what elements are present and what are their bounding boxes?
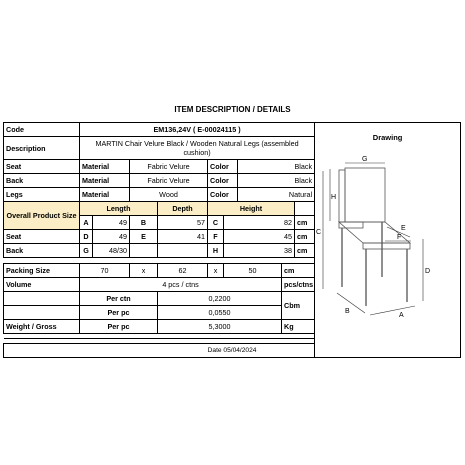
spec-table xyxy=(3,122,461,358)
chair-drawing xyxy=(315,156,461,331)
drawing-cell xyxy=(315,123,461,358)
volume-value: 4 pcs / ctns xyxy=(80,278,282,292)
per-ctn-value: 0,2200 xyxy=(158,292,282,306)
label-g: G xyxy=(362,156,368,163)
label-h: H xyxy=(331,194,337,201)
color-value: Natural xyxy=(238,188,315,202)
document-title: ITEM DESCRIPTION / DETAILS xyxy=(174,105,291,114)
code-value: EM136,24V ( E-00024115 ) xyxy=(80,123,315,137)
dim-line-b xyxy=(337,293,365,313)
chair-backrest-side xyxy=(339,170,345,222)
material-label: Material xyxy=(80,174,130,188)
dim-line-a xyxy=(370,306,415,315)
dim-value: 49 xyxy=(93,230,130,244)
dim-letter: D xyxy=(80,230,93,244)
dim-value: 38 xyxy=(224,244,295,258)
packing-length: 70 xyxy=(80,264,130,278)
color-value: Black xyxy=(238,160,315,174)
dim-value: 45 xyxy=(224,230,295,244)
color-label: Color xyxy=(208,174,238,188)
per-ctn-label: Per ctn xyxy=(80,292,158,306)
unit: cm xyxy=(295,216,315,230)
part-label: Back xyxy=(4,174,80,188)
dim-letter: F xyxy=(208,230,224,244)
chair-seat-front xyxy=(363,243,410,249)
empty-cell xyxy=(4,306,80,320)
dim-value: 82 xyxy=(224,216,295,230)
height-header: Height xyxy=(208,202,295,216)
cbm-unit: Cbm xyxy=(282,292,315,320)
packing-x: x xyxy=(208,264,224,278)
empty-cell xyxy=(158,244,208,258)
chair-backrest xyxy=(345,168,385,222)
volume-unit: pcs/ctns xyxy=(282,278,315,292)
weight-per-pc-label: Per pc xyxy=(80,320,158,334)
color-label: Color xyxy=(208,188,238,202)
dim-value: 41 xyxy=(158,230,208,244)
dim-letter: G xyxy=(80,244,93,258)
dim-value: 48/30 xyxy=(93,244,130,258)
per-pc-value: 0,0550 xyxy=(158,306,282,320)
material-value: Fabric Velure xyxy=(130,174,208,188)
color-label: Color xyxy=(208,160,238,174)
row-code xyxy=(4,123,461,137)
weight-label: Weight / Gross xyxy=(4,320,80,334)
dim-letter: C xyxy=(208,216,224,230)
part-label: Seat xyxy=(4,160,80,174)
empty-cell xyxy=(295,202,315,216)
weight-unit: Kg xyxy=(282,320,315,334)
dim-letter: A xyxy=(80,216,93,230)
material-label: Material xyxy=(80,188,130,202)
volume-label: Volume xyxy=(4,278,80,292)
label-c: C xyxy=(316,229,322,236)
label-e: E xyxy=(401,225,406,232)
empty-cell xyxy=(130,244,158,258)
packing-label: Packing Size xyxy=(4,264,80,278)
material-label: Material xyxy=(80,160,130,174)
dim-letter: H xyxy=(208,244,224,258)
weight-value: 5,3000 xyxy=(158,320,282,334)
description-value: MARTIN Chair Velure Black / Wooden Natural Legs (assembled cushion) xyxy=(80,137,315,160)
unit: cm xyxy=(295,230,315,244)
unit: cm xyxy=(295,244,315,258)
drawing-label: Drawing xyxy=(372,133,403,142)
label-f: F xyxy=(397,234,402,241)
document-date: Date 05/04/2024 xyxy=(4,344,461,358)
unit: cm xyxy=(282,264,315,278)
overall-size-label: Overall Product Size xyxy=(4,202,80,230)
packing-width: 62 xyxy=(158,264,208,278)
part-label: Legs xyxy=(4,188,80,202)
length-header: Length xyxy=(80,202,158,216)
dim-letter: E xyxy=(130,230,158,244)
code-label: Code xyxy=(4,123,80,137)
dim-value: 57 xyxy=(158,216,208,230)
material-value: Fabric Velure xyxy=(130,160,208,174)
color-value: Black xyxy=(238,174,315,188)
dim-letter: B xyxy=(130,216,158,230)
depth-header: Depth xyxy=(158,202,208,216)
per-pc-label: Per pc xyxy=(80,306,158,320)
label-d: D xyxy=(425,268,431,275)
material-value: Wood xyxy=(130,188,208,202)
label-b: B xyxy=(345,308,350,315)
packing-height: 50 xyxy=(224,264,282,278)
label-a: A xyxy=(399,312,404,319)
dim-value: 49 xyxy=(93,216,130,230)
seat-dims-label: Seat xyxy=(4,230,80,244)
back-dims-label: Back xyxy=(4,244,80,258)
packing-x: x xyxy=(130,264,158,278)
description-label: Description xyxy=(4,137,80,160)
empty-cell xyxy=(4,292,80,306)
